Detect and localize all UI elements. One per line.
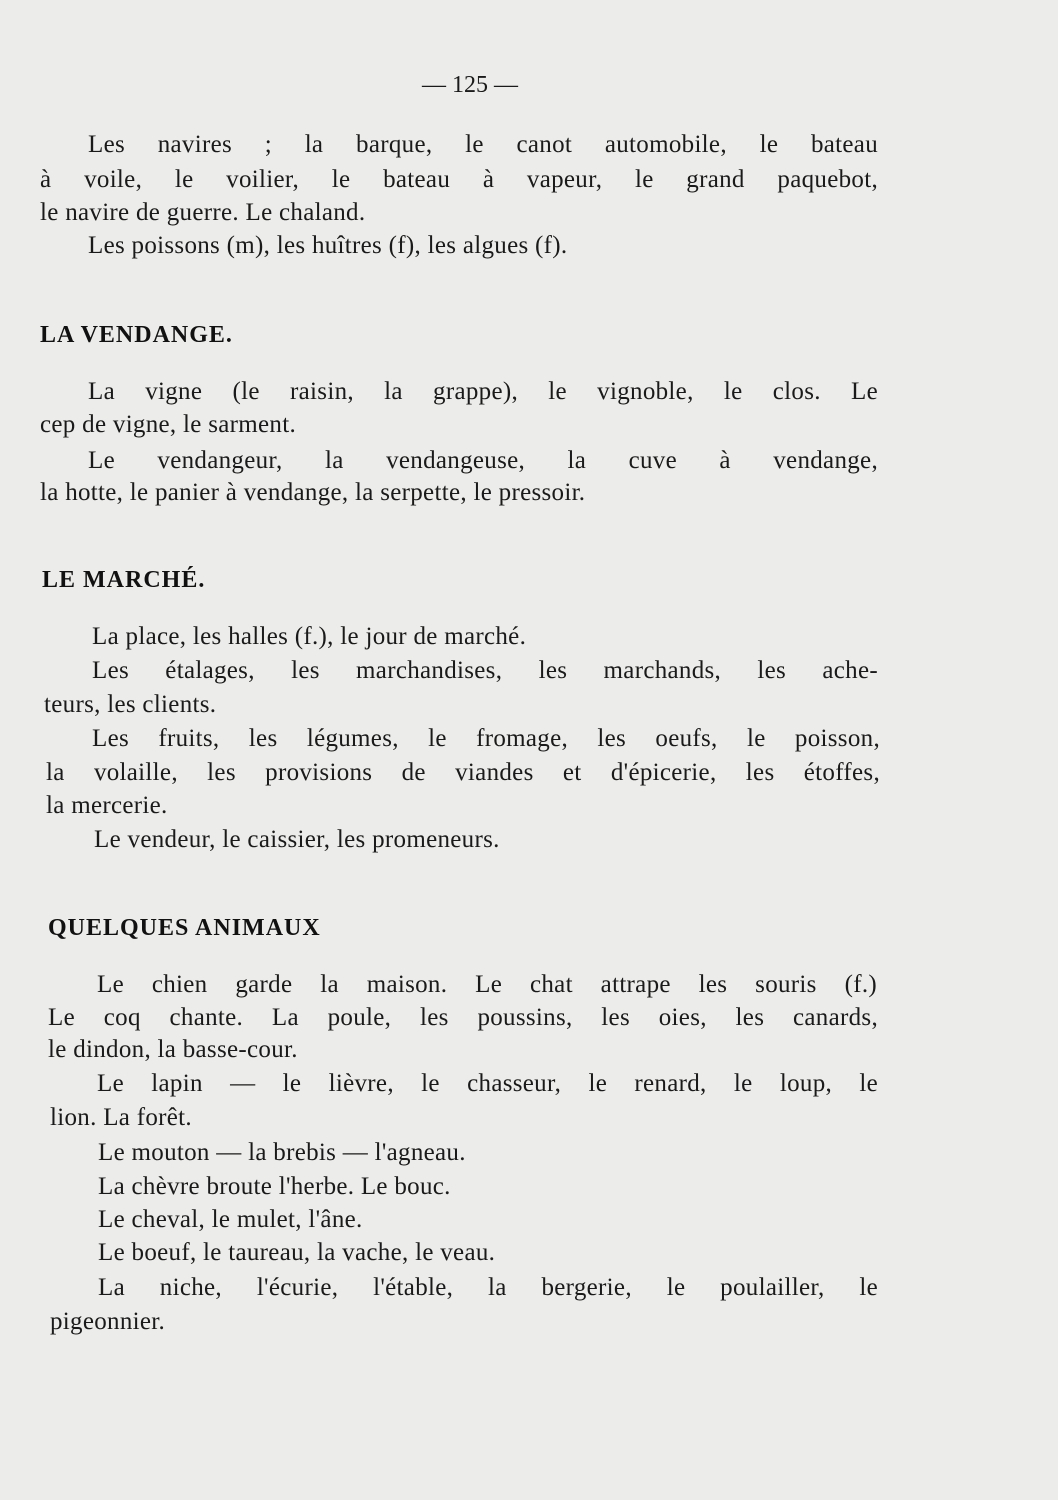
text-line: la volaille, les provisions de viandes et d'épicerie, les étoffes, [46,759,880,786]
section-heading: LA VENDANGE. [40,322,233,348]
text-line: cep de vigne, le sarment. [40,411,297,438]
text-line: Le boeuf, le taureau, la vache, le veau. [98,1239,496,1266]
text-line: Le lapin — le lièvre, le chasseur, le renard, le loup, le [97,1070,878,1097]
text-line: Le coq chante. La poule, les poussins, les oies, les canards, [48,1004,878,1031]
text-line: Le vendangeur, la vendangeuse, la cuve à vendange, [88,447,878,474]
text-line: La chèvre broute l'herbe. Le bouc. [98,1173,451,1200]
page-number: — 125 — [422,72,518,98]
text-line: lion. La forêt. [50,1104,192,1131]
text-line: le dindon, la basse-cour. [48,1036,298,1063]
text-line: Le cheval, le mulet, l'âne. [98,1206,363,1233]
text-line: à voile, le voilier, le bateau à vapeur, le grand paquebot, [40,166,878,193]
text-line: La place, les halles (f.), le jour de marché. [92,623,527,650]
section-heading: LE MARCHÉ. [42,567,206,593]
text-line: Les navires ; la barque, le canot automobile, le bateau [88,131,878,158]
text-line: La niche, l'écurie, l'étable, la bergerie, le poulailler, le [98,1274,878,1301]
text-line: la hotte, le panier à vendange, la serpette, le pressoir. [40,479,586,506]
text-line: Les étalages, les marchandises, les marchands, les ache- [92,657,878,684]
text-line: Le chien garde la maison. Le chat attrape les souris (f.) [97,971,877,998]
text-line: Les poissons (m), les huîtres (f), les algues (f). [88,232,568,259]
text-line: teurs, les clients. [44,691,217,718]
text-line: Les fruits, les légumes, le fromage, les oeufs, le poisson, [92,725,880,752]
text-line: la mercerie. [46,792,168,819]
text-line: Le mouton — la brebis — l'agneau. [98,1139,466,1166]
text-line: Le vendeur, le caissier, les promeneurs. [94,826,500,853]
text-line: pigeonnier. [50,1308,166,1335]
section-heading: QUELQUES ANIMAUX [48,915,321,941]
text-line: La vigne (le raisin, la grappe), le vignoble, le clos. Le [88,378,878,405]
text-line: le navire de guerre. Le chaland. [40,199,366,226]
